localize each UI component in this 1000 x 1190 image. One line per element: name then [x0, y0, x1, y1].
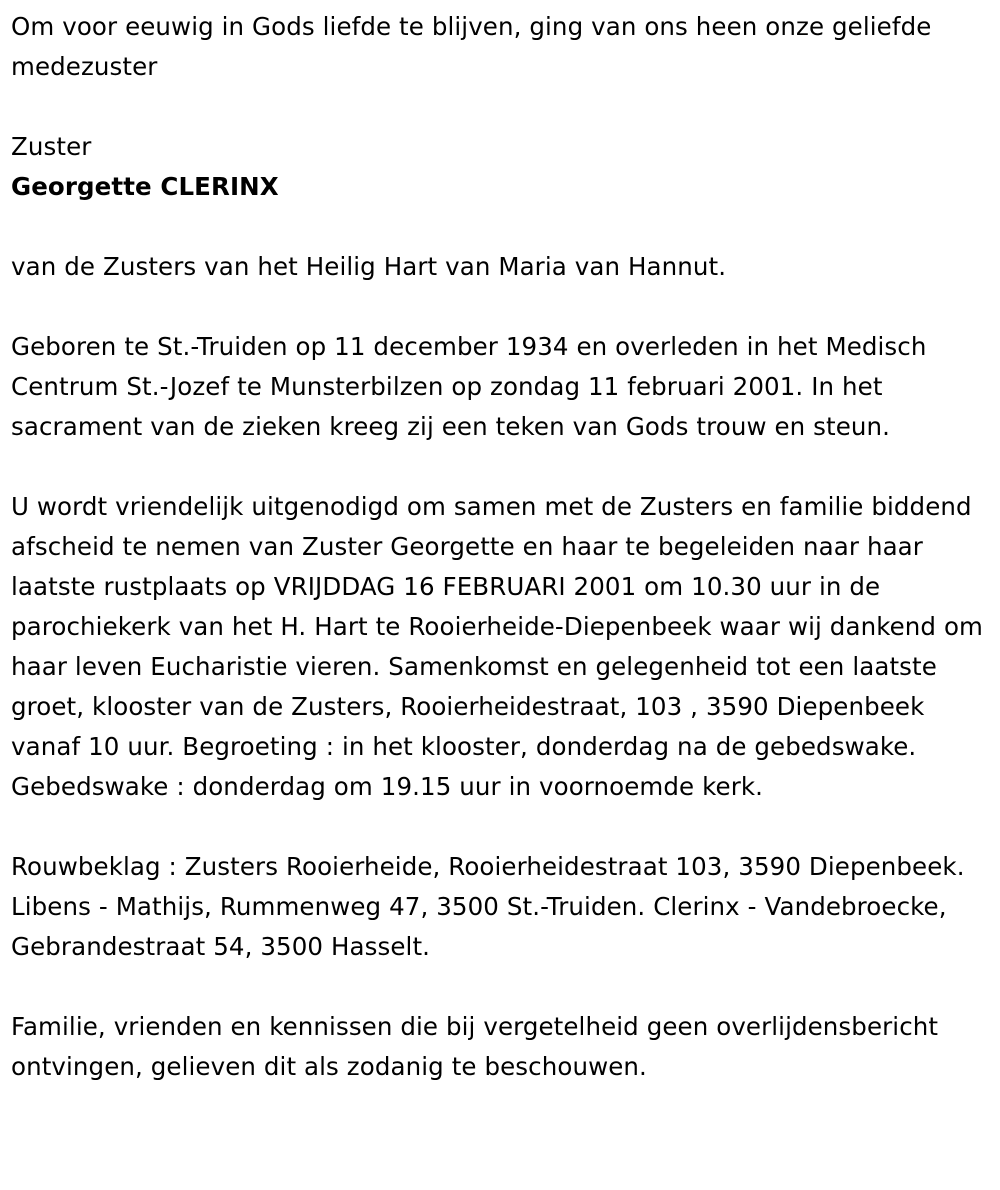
congregation-paragraph: van de Zusters van het Heilig Hart van Maria van Hannut. — [11, 252, 727, 281]
closing-paragraph: Familie, vrienden en kennissen die bij vergetelheid geen overlijdensbericht ontvingen, gelieven dit als zodanig te beschouwen. — [11, 1012, 939, 1081]
condolences-paragraph: Rouwbeklag : Zusters Rooierheide, Rooierheidestraat 103, 3590 Diepenbeek. Libens - Mathijs, Rummenweg 47, 3500 St.-Truiden. Clerinx - Vandebroecke, Gebrandestraat 54, 3500 Hasselt. — [11, 852, 965, 961]
intro-paragraph: Om voor eeuwig in Gods liefde te blijven, ging van ons heen onze geliefde medezuster — [11, 12, 932, 81]
deceased-name: Georgette CLERINX — [11, 172, 279, 201]
deceased-title: Zuster — [11, 132, 92, 161]
invitation-paragraph: U wordt vriendelijk uitgenodigd om samen met de Zusters en familie biddend afscheid te nemen van Zuster Georgette en haar te begeleiden naar haar laatste rustplaats op VRIJDDAG 16 FEBRUARI 2001 om 10.30 uur in de parochiekerk van het H. Hart te Rooierheide-Diepenbeek waar wij dankend om haar leven Eucharistie vieren. Samenkomst en gelegenheid tot een laatste groet, klooster van de Zusters, Rooierheidestraat, 103 , 3590 Diepenbeek vanaf 10 uur. Begroeting : in het klooster, donderdag na de gebedswake. Gebedswake : donderdag om 19.15 uur in voornoemde kerk. — [11, 492, 984, 801]
birth-death-paragraph: Geboren te St.-Truiden op 11 december 1934 en overleden in het Medisch Centrum St.-Jozef te Munsterbilzen op zondag 11 februari 2001. In het sacrament van de zieken kreeg zij een teken van Gods trouw en steun. — [11, 332, 927, 441]
